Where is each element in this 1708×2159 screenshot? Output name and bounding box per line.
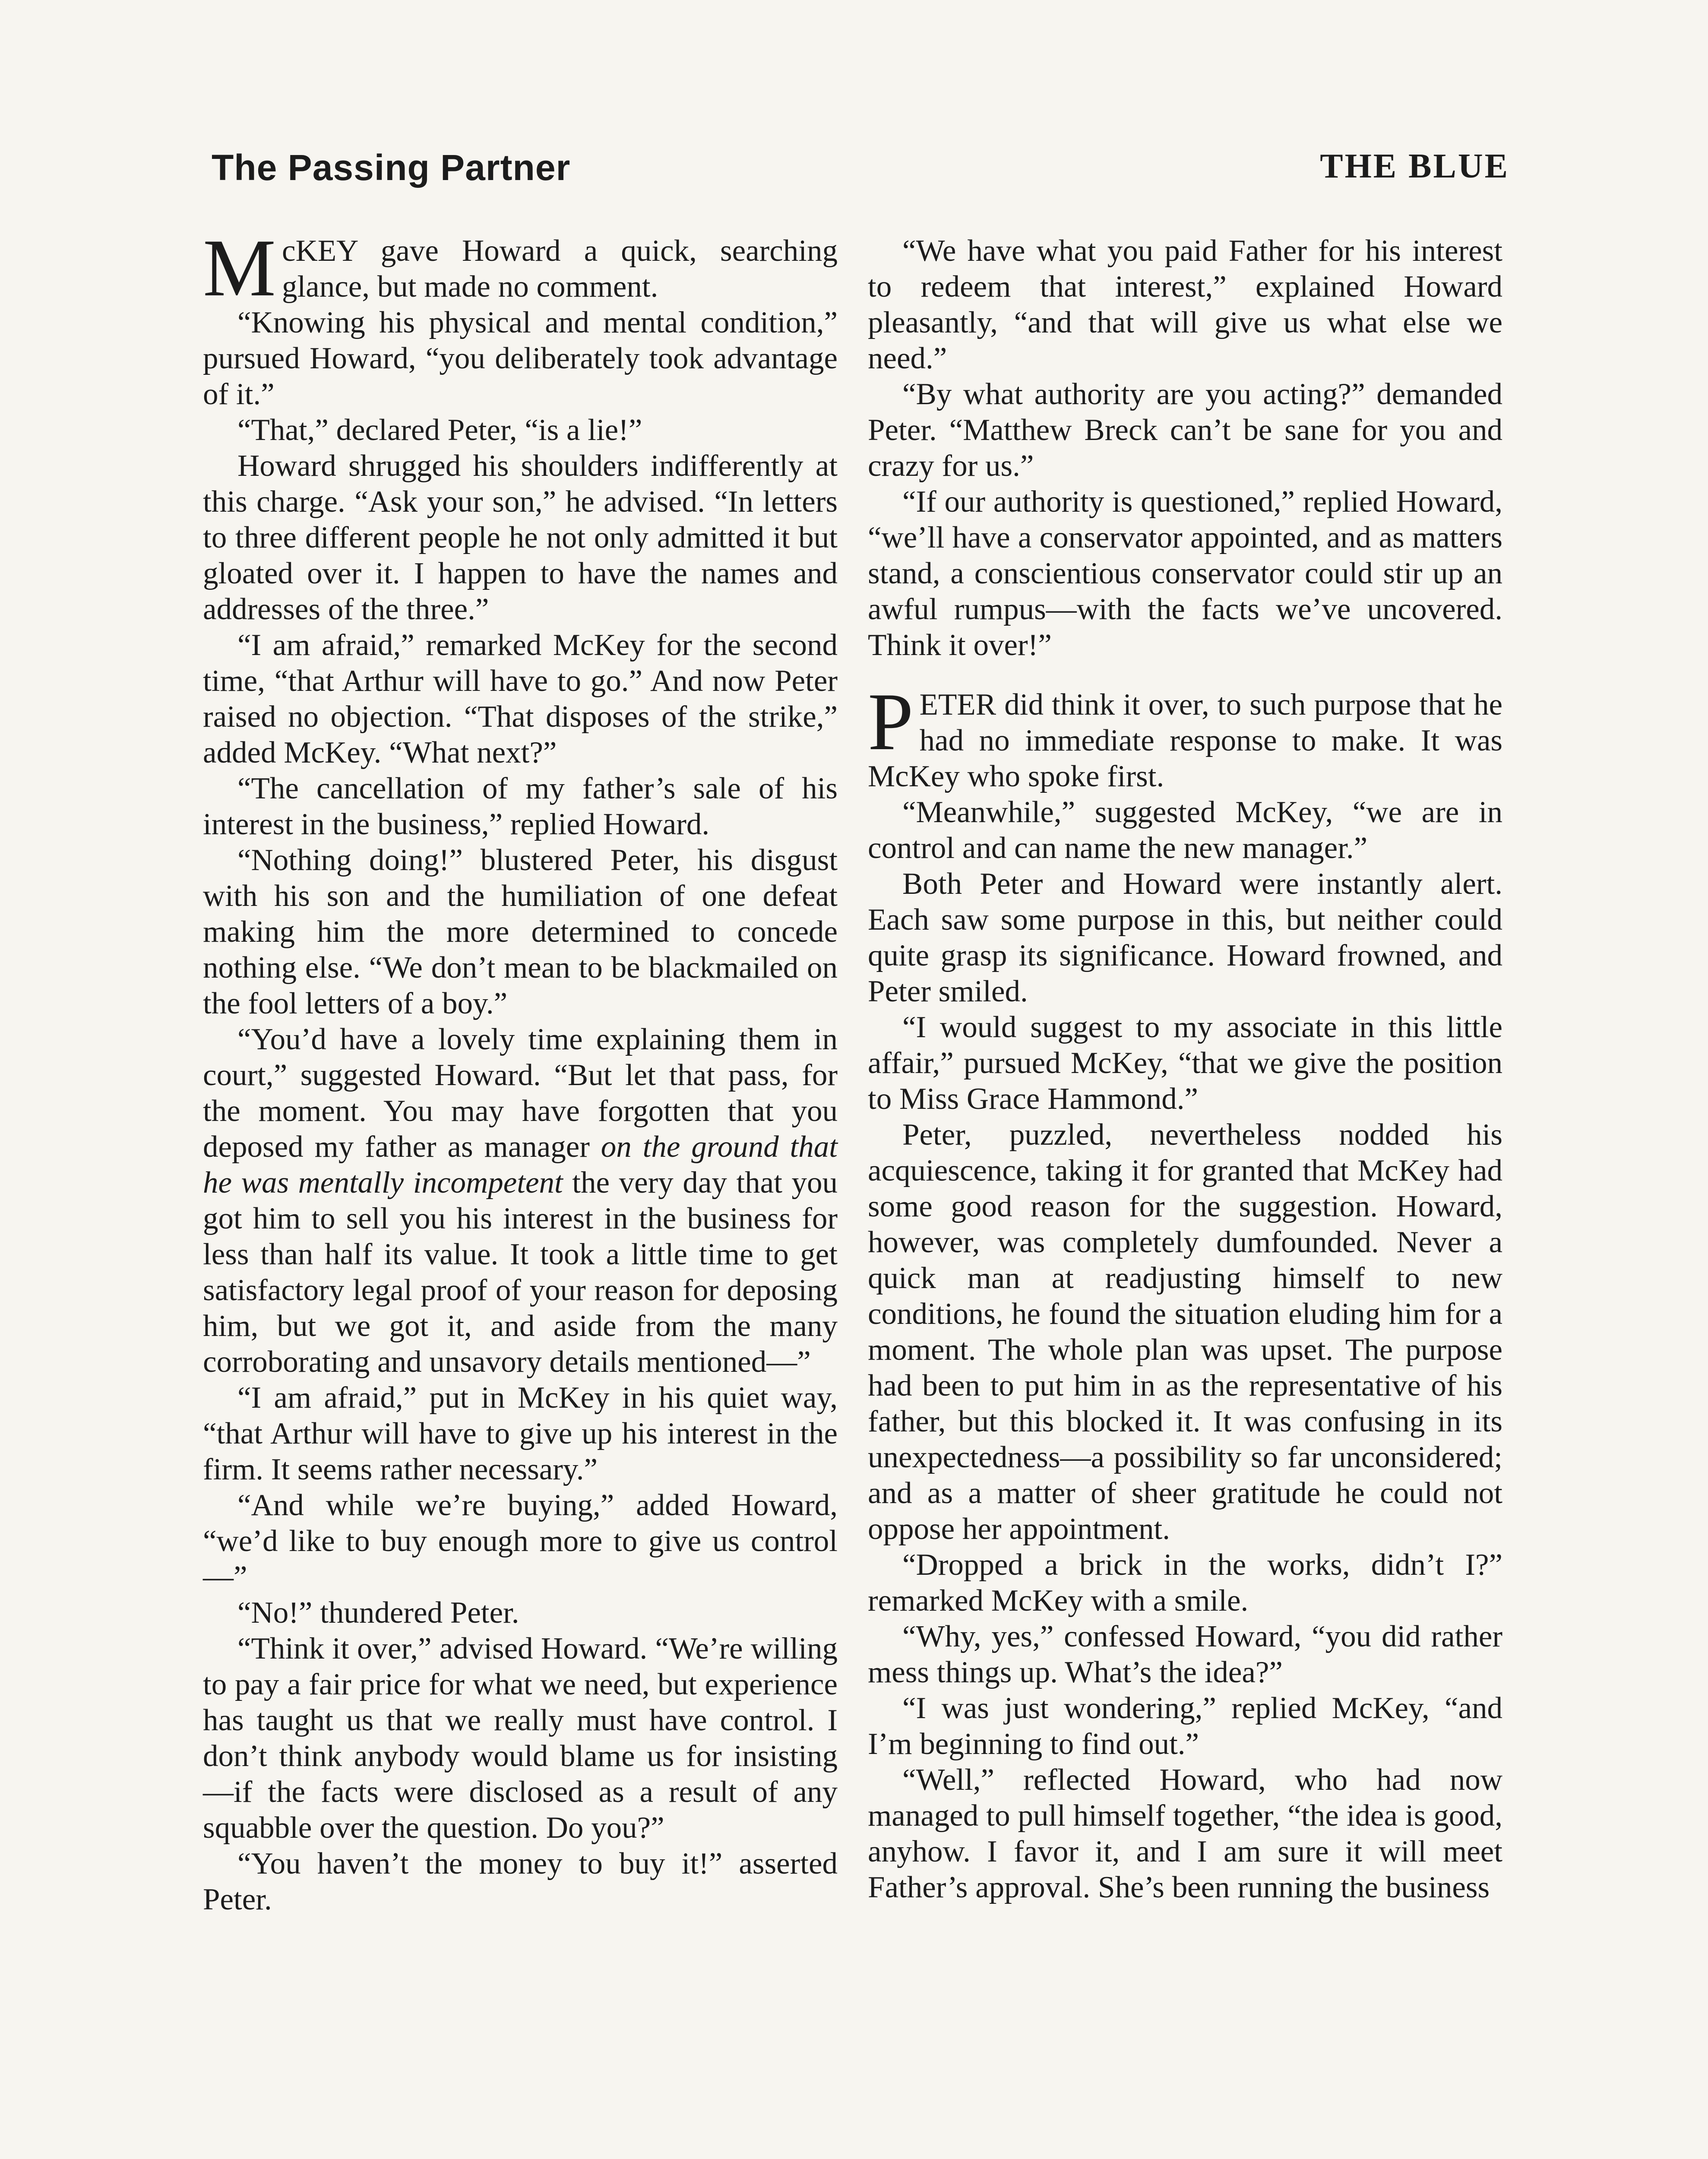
- emphasis-after: the very day that you got him to sell you his interest in the business for less than half its value. It took a little time to get satisfactory legal proof of your reason for deposing him, but we got it, and aside from the many corroborating and unsavory details mentioned—”: [203, 1166, 838, 1379]
- emphasis-before: “You’d have a lovely time explaining them in court,” suggested Howard. “But let that pass, for the moment. You may have forgotten that you deposed my father as manager: [203, 1023, 838, 1164]
- paragraph: “Meanwhile,” suggested McKey, “we are in control and can name the new manager.”: [868, 795, 1502, 865]
- section-smallcaps: ETER: [919, 688, 996, 722]
- right-column: [868, 233, 1502, 1906]
- paragraph: “We have what you paid Father for his interest to redeem that interest,” explained Howard pleasantly, “and that will give us what else we need.”: [868, 234, 1502, 375]
- paragraph: “I was just wondering,” replied McKey, “and I’m beginning to find out.”: [868, 1691, 1502, 1761]
- paragraph: “And while we’re buying,” added Howard, “we’d like to buy enough more to give us control—”: [203, 1488, 838, 1594]
- paragraph: “Nothing doing!” blustered Peter, his disgust with his son and the humiliation of one defeat making him the more determined to concede nothing else. “We don’t mean to be blackmailed on the fool letters of a boy.”: [203, 843, 838, 1020]
- paragraph: “I am afraid,” remarked McKey for the second time, “that Arthur will have to go.” And now Peter raised no objection. “That disposes of the strike,” added McKey. “What next?”: [203, 628, 838, 769]
- paragraph-with-emphasis: [203, 1022, 838, 1380]
- paragraph: “Why, yes,” confessed Howard, “you did rather mess things up. What’s the idea?”: [868, 1620, 1502, 1689]
- paragraph: Howard shrugged his shoulders indifferently at this charge. “Ask your son,” he advised. “In letters to three different people he not only admitted it but gloated over it. I happen to have the names and addresses of the three.”: [203, 449, 838, 626]
- drop-cap: M: [203, 223, 276, 313]
- paragraph: “By what authority are you acting?” demanded Peter. “Matthew Breck can’t be sane for you and crazy for us.”: [868, 377, 1502, 483]
- running-head: [212, 147, 1509, 203]
- paragraph: “That,” declared Peter, “is a lie!”: [237, 413, 642, 447]
- paragraph: “Knowing his physical and mental condition,” pursued Howard, “you deliberately took advantage of it.”: [203, 306, 838, 411]
- section-drop-cap: P: [868, 677, 914, 767]
- paragraph: “I am afraid,” put in McKey in his quiet way, “that Arthur will have to give up his interest in the firm. It seems rather necessary.”: [203, 1381, 838, 1486]
- section-opening-text: did think it over, to such purpose that he had no immediate response to make. It was McKey who spoke first.: [868, 688, 1502, 793]
- paragraph: “You haven’t the money to buy it!” asserted Peter.: [203, 1847, 838, 1916]
- paragraph: Peter, puzzled, nevertheless nodded his acquiescence, taking it for granted that McKey had some good reason for the suggestion. Howard, however, was completely dumfounded. Never a quick man at readjusting himself to new conditions, he found the situation eluding him for a moment. The whole plan was upset. The purpose had been to put him in as the representative of his father, but this blocked it. It was confusing in its unexpectedness—a possibility so far unconsidered; and as a matter of sheer gratitude he could not oppose her appointment.: [868, 1118, 1502, 1546]
- left-column: [203, 223, 838, 1918]
- magazine-name: THE BLUE: [1320, 147, 1509, 185]
- paragraph: Both Peter and Howard were instantly alert. Each saw some purpose in this, but neither could quite grasp its significance. Howard frowned, and Peter smiled.: [868, 867, 1502, 1008]
- paragraph: “No!” thundered Peter.: [237, 1596, 519, 1630]
- paragraph: “Dropped a brick in the works, didn’t I?” remarked McKey with a smile.: [868, 1548, 1502, 1618]
- paragraph: “I would suggest to my associate in this little affair,” pursued McKey, “that we give the position to Miss Grace Hammond.”: [868, 1010, 1502, 1116]
- story-title: The Passing Partner: [212, 147, 571, 188]
- section-opening-paragraph: [868, 677, 1502, 795]
- paragraph: “Well,” reflected Howard, who had now managed to pull himself together, “the idea is good, anyhow. I favor it, and I am sure it will meet Father’s approval. She’s been running the business: [868, 1763, 1502, 1904]
- paragraph: “If our authority is questioned,” replied Howard, “we’ll have a conservator appointed, and as matters stand, a conscientious conservator could stir up an awful rumpus—with the facts we’ve uncovered. Think it over!”: [868, 485, 1502, 662]
- paragraph: “Think it over,” advised Howard. “We’re willing to pay a fair price for what we need, but experience has taught us that we really must have control. I don’t think anybody would blame us for insisting—if the facts were disclosed as a result of any squabble over the question. Do you?”: [203, 1632, 838, 1845]
- opening-paragraph: [203, 223, 838, 313]
- opening-text: cKEY gave Howard a quick, searching glance, but made no comment.: [282, 234, 838, 304]
- paragraph: “The cancellation of my father’s sale of his interest in the business,” replied Howard.: [203, 772, 838, 841]
- italic-phrase: on the ground that he was mentally incompetent: [203, 1130, 838, 1200]
